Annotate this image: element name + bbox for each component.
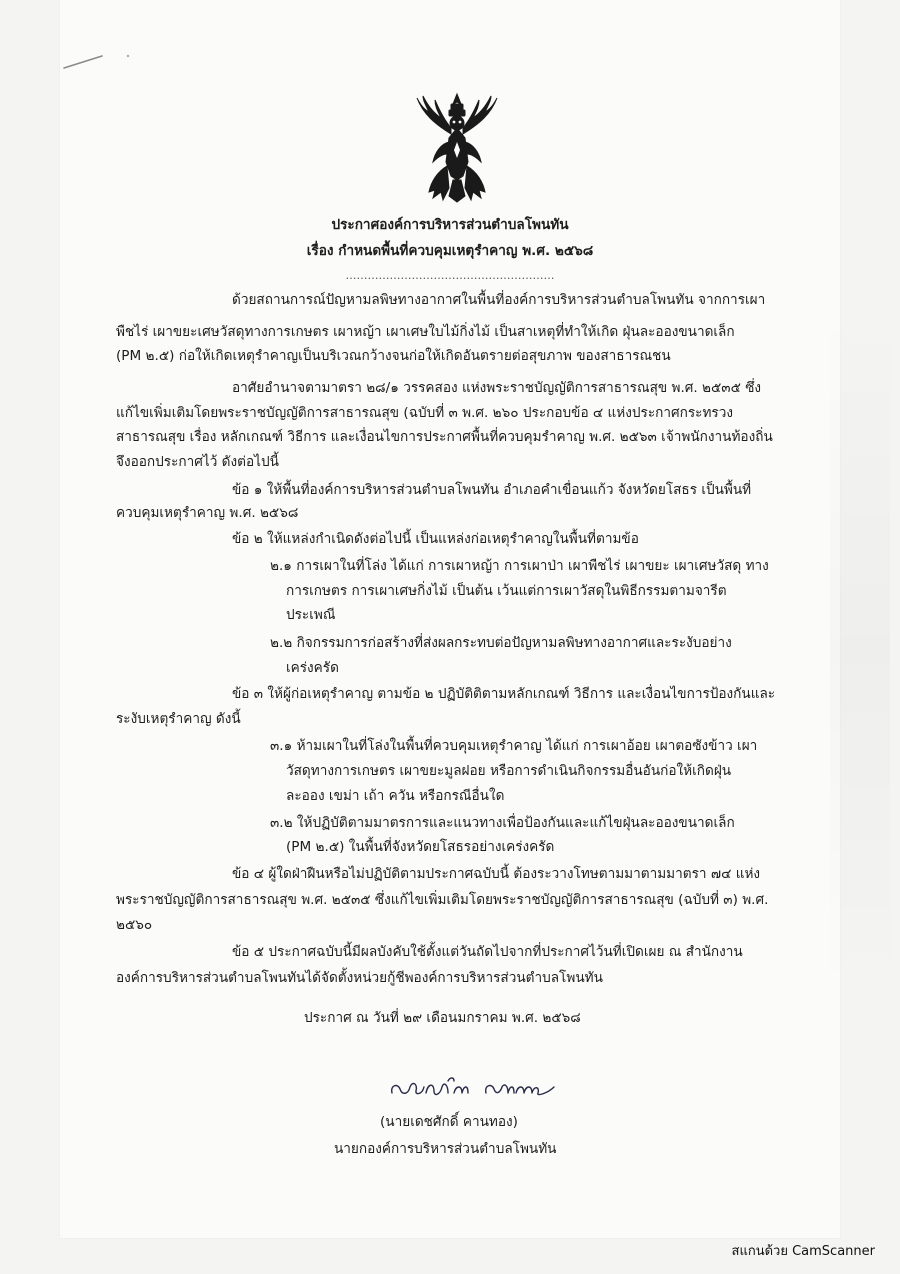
body-line: ด้วยสถานการณ์ปัญหามลพิษทางอากาศในพื้นที่องค์การบริหารส่วนตำบลโพนทัน จากการเผา — [232, 292, 766, 308]
garuda-emblem-icon — [413, 92, 501, 204]
clause-2: ข้อ ๒ ให้แหล่งกำเนิดดังต่อไปนี้ เป็นแหล่งก่อเหตุรำคาญในพื้นที่ตามข้อ — [232, 531, 639, 547]
clause-3: ข้อ ๓ ให้ผู้ก่อเหตุรำคาญ ตามข้อ ๒ ปฏิบัติติตามหลักเกณฑ์ วิธีการ และเงื่อนไขการป้องกันและ — [232, 686, 776, 702]
body-line: จึงออกประกาศไว้ ดังต่อไปนี้ — [116, 454, 279, 470]
signer-title: นายกองค์การบริหารส่วนตำบลโพนทัน — [334, 1141, 557, 1157]
clause-3-1: ๓.๑ ห้ามเผาในที่โล่งในพื้นที่ควบคุมเหตุรำคาญ ได้แก่ การเผาอ้อย เผาตอซังข้าว เผา — [270, 738, 758, 754]
body-line: ระงับเหตุรำคาญ ดังนี้ — [116, 711, 241, 727]
body-line: วัสดุทางการเกษตร เผาขยะมูลฝอย หรือการดำเนินกิจกรรมอื่นอันก่อให้เกิดฝุ่น — [286, 763, 732, 779]
body-line: เคร่งครัด — [286, 660, 339, 676]
body-line: ควบคุมเหตุรำคาญ พ.ศ. ๒๕๖๘ — [116, 505, 299, 521]
body-line: แก้ไขเพิ่มเติมโดยพระราชบัญญัติการสาธารณสุข (ฉบับที่ ๓ พ.ศ. ๒๖๐ ประกอบข้อ ๔ แห่งประกาศกระทรวง — [116, 405, 733, 421]
show-through-shadow — [830, 300, 890, 1000]
body-line: องค์การบริหารส่วนตำบลโพนทันได้จัดตั้งหน่วยกู้ชีพองค์การบริหารส่วนตำบลโพนทัน — [116, 970, 603, 986]
body-line: อาศัยอำนาจตามาตรา ๒๘/๑ วรรคสอง แห่งพระราชบัญญัติการสาธารณสุข พ.ศ. ๒๕๓๕ ซึ่ง — [232, 380, 762, 396]
signer-name: (นายเดชศักดิ์ คานทอง) — [380, 1114, 518, 1130]
body-line: (PM ๒.๕) ในพื้นที่จังหวัดยโสธรอย่างเคร่งครัด — [286, 839, 555, 855]
announcement-date: ประกาศ ณ วันที่ ๒๙ เดือนมกราคม พ.ศ. ๒๕๖๘ — [304, 1010, 581, 1026]
clause-1: ข้อ ๑ ให้พื้นที่องค์การบริหารส่วนตำบลโพนทัน อำเภอคำเขื่อนแก้ว จังหวัดยโสธร เป็นพื้นที่ — [232, 482, 752, 498]
scanner-watermark: สแกนด้วย CamScanner — [731, 1244, 875, 1259]
body-line: การเกษตร การเผาเศษกิ่งไม้ เป็นต้น เว้นแต่การเผาวัสดุในพิธีกรรมตามจารีต — [286, 583, 727, 599]
heading-separator: ………………………………………………… — [345, 269, 555, 282]
body-line: ประเพณี — [286, 607, 336, 623]
body-line: ๒๕๖๐ — [116, 917, 153, 933]
scratch-mark — [62, 52, 132, 72]
clause-3-2: ๓.๒ ให้ปฏิบัติตามมาตรการและแนวทางเพื่อป้องกันและแก้ไขฝุ่นละอองขนาดเล็ก — [270, 815, 735, 831]
document-heading: ประกาศองค์การบริหารส่วนตำบลโพนทัน — [331, 217, 569, 233]
document-subject: เรื่อง กำหนดพื้นที่ควบคุมเหตุรำคาญ พ.ศ. ๒๕๖๘ — [306, 243, 594, 259]
body-line: (PM ๒.๕) ก่อให้เกิดเหตุรำคาญเป็นบริเวณกว้างจนก่อให้เกิดอันตรายต่อสุขภาพ ของสาธารณชน — [116, 348, 671, 364]
body-line: พืชไร่ เผาขยะเศษวัสดุทางการเกษตร เผาหญ้า เผาเศษใบไม้กิ่งไม้ เป็นสาเหตุที่ทำให้เกิด ฝุ่นละอองขนาดเล็ก — [116, 324, 735, 340]
clause-5: ข้อ ๕ ประกาศฉบับนี้มีผลบังคับใช้ตั้งแต่วันถัดไปจากที่ประกาศไว้นที่เปิดเผย ณ สำนักงาน — [232, 944, 743, 960]
handwritten-signature — [388, 1075, 563, 1101]
clause-4: ข้อ ๔ ผู้ใดฝ่าฝืนหรือไม่ปฏิบัติตามประกาศฉบับนี้ ต้องระวางโทษตามมาตามมาตรา ๗๔ แห่ง — [232, 866, 761, 882]
body-line: สาธารณสุข เรื่อง หลักเกณฑ์ วิธีการ และเงื่อนไขการประกาศพื้นที่ควบคุมรำคาญ พ.ศ. ๒๕๖๓ เจ้าพนักงานท้องถิ่น — [116, 429, 773, 445]
clause-2-2: ๒.๒ กิจกรรมการก่อสร้างที่ส่งผลกระทบต่อปัญหามลพิษทางอากาศและระงับอย่าง — [270, 635, 732, 651]
body-line: ละออง เขม่า เถ้า ควัน หรือกรณีอื่นใด — [286, 788, 505, 804]
clause-2-1: ๒.๑ การเผาในที่โล่ง ได้แก่ การเผาหญ้า การเผาป่า เผาพืชไร่ เผาขยะ เผาเศษวัสดุ ทาง — [270, 558, 769, 574]
body-line: พระราชบัญญัติการสาธารณสุข พ.ศ. ๒๕๓๕ ซึ่งแก้ไขเพิ่มเติมโดยพระราชบัญญัติการสาธารณสุข (ฉบับที่ ๓) พ.ศ. — [116, 892, 769, 908]
